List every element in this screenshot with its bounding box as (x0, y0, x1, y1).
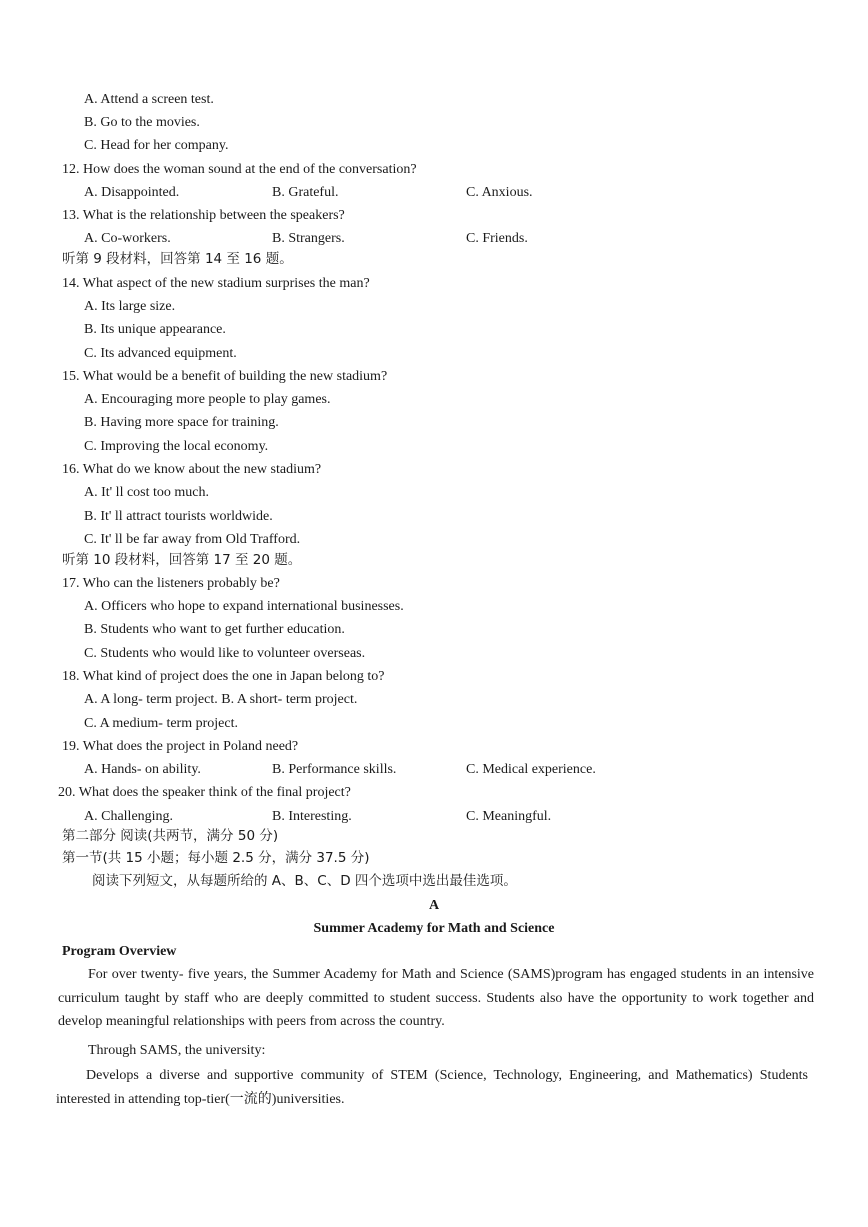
q12-option-b: B. Grateful. (272, 185, 339, 200)
q16-stem: 16. What do we know about the new stadium? (62, 462, 322, 477)
part-2-section-1: 第一节(共 15 小题；每小题 2.5 分，满分 37.5 分) (62, 850, 370, 866)
q19-option-c: C. Medical experience. (466, 762, 596, 777)
q15-option-a: A. Encouraging more people to play games. (84, 392, 331, 407)
q12-option-a: A. Disappointed. (84, 185, 180, 200)
q12-option-c: C. Anxious. (466, 185, 533, 200)
passage-paragraph-2: Through SAMS, the university: (88, 1043, 266, 1058)
q17-stem: 17. Who can the listeners probably be? (62, 576, 280, 591)
part-2-instruction: 阅读下列短文，从每题所给的 A、B、C、D 四个选项中选出最佳选项。 (92, 873, 517, 889)
q15-option-c: C. Improving the local economy. (84, 439, 269, 454)
q19-option-b: B. Performance skills. (272, 762, 397, 777)
q19-stem: 19. What does the project in Poland need? (62, 739, 299, 754)
q14-option-c: C. Its advanced equipment. (84, 346, 237, 361)
q11-option-b: B. Go to the movies. (84, 115, 200, 130)
q17-option-b: B. Students who want to get further education. (84, 622, 345, 637)
q15-stem: 15. What would be a benefit of building the new stadium? (62, 369, 388, 384)
q19-option-a: A. Hands- on ability. (84, 762, 201, 777)
q12-stem: 12. How does the woman sound at the end of the conversation? (62, 162, 417, 177)
passage-title: Summer Academy for Math and Science (313, 921, 555, 936)
passage-paragraph-1: For over twenty- five years, the Summer Academy for Math and Science (SAMS)program has engaged students in an intensive curriculum taught by staff who are deeply committed to student success. Students also have the opportunity to work together and develop meaningful relationships with peers from across the country. (58, 967, 814, 1029)
q18-option-ab: A. A long- term project. B. A short- term project. (84, 692, 358, 707)
q18-option-c: C. A medium- term project. (84, 716, 238, 731)
passage-paragraph-3: Develops a diverse and supportive community of STEM (Science, Technology, Engineering, and Mathematics) Students interested in attending top-tier(一流的)universities. (56, 1068, 808, 1107)
part-2-heading: 第二部分 阅读(共两节，满分 50 分) (62, 828, 279, 844)
q17-option-c: C. Students who would like to volunteer overseas. (84, 646, 366, 661)
q13-option-a: A. Co-workers. (84, 231, 171, 246)
q17-option-a: A. Officers who hope to expand international businesses. (84, 599, 404, 614)
passage-letter: A (428, 898, 440, 913)
q20-option-b: B. Interesting. (272, 809, 352, 824)
passage-subheading: Program Overview (62, 944, 177, 959)
q14-stem: 14. What aspect of the new stadium surprises the man? (62, 276, 370, 291)
q20-stem: 20. What does the speaker think of the final project? (58, 785, 351, 800)
q14-option-a: A. Its large size. (84, 299, 176, 314)
q15-option-b: B. Having more space for training. (84, 415, 279, 430)
q11-option-a: A. Attend a screen test. (84, 92, 214, 107)
q13-stem: 13. What is the relationship between the speakers? (62, 208, 345, 223)
q16-option-c: C. It' ll be far away from Old Trafford. (84, 532, 301, 547)
q20-option-c: C. Meaningful. (466, 809, 552, 824)
q16-option-a: A. It' ll cost too much. (84, 485, 210, 500)
q13-option-b: B. Strangers. (272, 231, 345, 246)
q13-option-c: C. Friends. (466, 231, 528, 246)
q11-option-c: C. Head for her company. (84, 138, 229, 153)
section-9-intro: 听第 9 段材料，回答第 14 至 16 题。 (62, 251, 293, 267)
q16-option-b: B. It' ll attract tourists worldwide. (84, 509, 273, 524)
q20-option-a: A. Challenging. (84, 809, 174, 824)
q14-option-b: B. Its unique appearance. (84, 322, 226, 337)
q18-stem: 18. What kind of project does the one in Japan belong to? (62, 669, 385, 684)
section-10-intro: 听第 10 段材料，回答第 17 至 20 题。 (62, 552, 302, 568)
